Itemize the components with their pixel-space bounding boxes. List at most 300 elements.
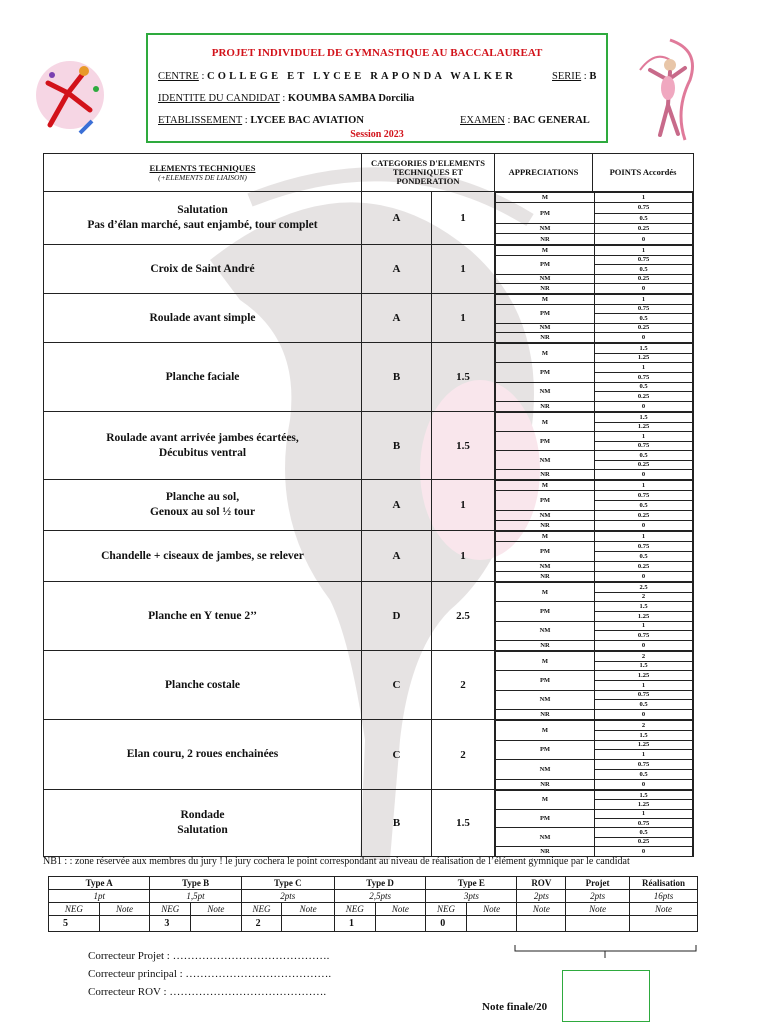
element-name-line: Planche au sol, (165, 491, 240, 503)
element-name-line: Genoux au sol ½ tour (149, 506, 256, 518)
points-option[interactable]: 0 (595, 520, 693, 530)
neg-value: 5 (49, 916, 100, 932)
points-option[interactable]: 0.75 (595, 541, 693, 551)
points-option[interactable]: 1 (595, 432, 693, 442)
category-cell: A (362, 531, 432, 582)
element-name-cell (44, 582, 362, 651)
appreciation-level: M (496, 583, 595, 602)
grading-subtable (495, 651, 693, 719)
ponderation-cell: 1 (432, 245, 495, 294)
ponderation-cell: 2.5 (432, 582, 495, 651)
note-header: Note (466, 903, 517, 916)
grading-cell (495, 192, 694, 245)
appreciation-level: PM (496, 809, 595, 828)
appreciation-level: M (496, 721, 595, 741)
appreciation-level: PM (496, 740, 595, 760)
header-box (146, 33, 608, 143)
correcteur-line: Correcteur ROV : ……………………………………. (88, 986, 327, 998)
appreciation-level: NM (496, 382, 595, 401)
type-points: 1pt (49, 890, 150, 903)
points-option[interactable]: 0.75 (595, 441, 693, 451)
etab-line: ETABLISSEMENT : LYCEE BAC AVIATION (158, 115, 364, 126)
appreciation-level: M (496, 652, 595, 671)
points-option[interactable]: 0.25 (595, 510, 693, 520)
correcteur-line: Correcteur principal : …………………………………. (88, 968, 332, 980)
grading-subtable (495, 192, 693, 244)
element-name-line: Rondade (180, 809, 225, 821)
grade-subrow (496, 333, 693, 343)
etab-value: LYCEE BAC AVIATION (250, 115, 364, 126)
points-option[interactable]: 0.25 (595, 460, 693, 470)
element-row (44, 412, 694, 480)
appreciation-level: NR (496, 571, 595, 581)
points-option[interactable]: 2 (595, 652, 693, 662)
grade-subrow (496, 490, 693, 500)
correcteur-line: Correcteur Projet : ……………………………………. (88, 950, 330, 962)
element-name-line: Salutation (177, 824, 228, 836)
points-option[interactable]: 1 (595, 809, 693, 818)
element-row (44, 531, 694, 582)
grading-subtable (495, 582, 693, 650)
grading-cell (495, 343, 694, 412)
grade-subrow (496, 363, 693, 373)
nb1-note: NB1 : : zone réservée aux membres du jury ! le jury cochera le point correspondant au niveau de réalisation de l’élément gymnique par le candidat (43, 856, 630, 867)
element-name-cell (44, 245, 362, 294)
type-name: Type E (426, 877, 517, 890)
appreciation-level: M (496, 193, 595, 203)
points-option[interactable]: 0 (595, 847, 693, 856)
appreciation-level: M (496, 413, 595, 432)
appreciation-level: NR (496, 520, 595, 530)
points-option[interactable]: 0.25 (595, 561, 693, 571)
points-option[interactable]: 2.5 (595, 583, 693, 593)
grade-subrow (496, 295, 693, 305)
points-option[interactable]: 0 (595, 571, 693, 581)
points-option[interactable]: 1 (595, 532, 693, 542)
points-option[interactable]: 1 (595, 621, 693, 631)
note-input[interactable] (630, 916, 698, 932)
element-name-line: Roulade avant arrivée jambes écartées, (106, 431, 299, 444)
grade-subrow (496, 690, 693, 700)
note-header: Note (282, 903, 335, 916)
element-row (44, 720, 694, 790)
points-option[interactable]: 0.5 (595, 828, 693, 837)
grade-subrow (496, 652, 693, 662)
grade-subrow (496, 255, 693, 265)
points-option[interactable]: 1.25 (595, 740, 693, 750)
note-input[interactable] (466, 916, 517, 932)
points-option[interactable]: 0.75 (595, 203, 693, 213)
grade-subrow (496, 541, 693, 551)
category-cell: A (362, 192, 432, 245)
points-option[interactable]: 1 (595, 363, 693, 373)
appreciation-level: PM (496, 671, 595, 690)
type-name: Type A (49, 877, 150, 890)
type-points: 3pts (426, 890, 517, 903)
grade-subrow (496, 203, 693, 213)
neg-header: NEG (241, 903, 282, 916)
grade-subrow (496, 223, 693, 233)
appreciation-level: NM (496, 223, 595, 233)
ponderation-cell: 2 (432, 651, 495, 720)
grading-subtable (495, 412, 693, 479)
appreciation-level: PM (496, 363, 595, 382)
element-name-cell (44, 480, 362, 531)
points-option[interactable]: 0 (595, 284, 693, 294)
ponderation-cell: 1 (432, 294, 495, 343)
points-option[interactable]: 1 (595, 193, 693, 203)
appreciation-level: NR (496, 333, 595, 343)
grade-subrow (496, 709, 693, 719)
appreciation-level: PM (496, 490, 595, 510)
grade-subrow (496, 791, 693, 800)
points-option[interactable]: 0.5 (595, 451, 693, 461)
notes-table-body (49, 877, 698, 932)
grading-cell (495, 531, 694, 582)
points-option[interactable]: 0.5 (595, 551, 693, 561)
points-option[interactable]: 1.25 (595, 353, 693, 363)
appreciation-level: NM (496, 323, 595, 333)
points-option[interactable]: 0 (595, 640, 693, 650)
grade-subrow (496, 809, 693, 818)
elements-table (43, 153, 694, 857)
category-cell: B (362, 343, 432, 412)
serie-label: SERIE (552, 71, 582, 82)
ponderation-cell: 1.5 (432, 343, 495, 412)
grade-subrow (496, 413, 693, 423)
grade-subrow (496, 323, 693, 333)
identite-label: IDENTITE DU CANDIDAT (158, 93, 280, 104)
grading-cell (495, 412, 694, 480)
appreciation-level: M (496, 246, 595, 256)
note-header: Note (99, 903, 150, 916)
appreciation-level: PM (496, 432, 595, 451)
points-option[interactable]: 0.75 (595, 819, 693, 828)
examen-value: BAC GENERAL (513, 115, 590, 126)
points-option[interactable]: 0.25 (595, 392, 693, 402)
grade-subrow (496, 520, 693, 530)
appreciation-level: NM (496, 828, 595, 847)
grade-subrow (496, 847, 693, 856)
category-cell: B (362, 790, 432, 857)
grade-subrow (496, 561, 693, 571)
type-points: 1,5pt (150, 890, 241, 903)
gymnast-logo-left (30, 55, 110, 145)
extra-name: ROV (517, 877, 566, 890)
points-option[interactable]: 0 (595, 470, 693, 480)
ponderation-cell: 1 (432, 531, 495, 582)
extra-points: 2pts (517, 890, 566, 903)
notes-label-row (49, 903, 698, 916)
appreciation-level: NR (496, 470, 595, 480)
table-header-row (44, 154, 694, 192)
notes-type-row (49, 877, 698, 890)
points-option[interactable]: 0.25 (595, 323, 693, 333)
points-option[interactable]: 0 (595, 234, 693, 244)
grade-subrow (496, 532, 693, 542)
element-name-cell (44, 294, 362, 343)
appreciation-level: M (496, 344, 595, 363)
element-name-cell (44, 651, 362, 720)
neg-value: 0 (426, 916, 467, 932)
centre-value: COLLEGE ET LYCEE RAPONDA WALKER (207, 71, 517, 82)
category-cell: D (362, 582, 432, 651)
points-option[interactable]: 0 (595, 401, 693, 411)
points-option[interactable]: 1.25 (595, 800, 693, 809)
element-row (44, 245, 694, 294)
note-input[interactable] (99, 916, 150, 932)
note-input[interactable] (190, 916, 241, 932)
grading-subtable (495, 343, 693, 411)
element-name-line: Salutation (177, 204, 228, 216)
header-elements (44, 154, 362, 192)
grade-subrow (496, 779, 693, 789)
centre-line: CENTRE : COLLEGE ET LYCEE RAPONDA WALKER (158, 71, 517, 82)
element-name-line: Roulade avant simple (149, 311, 256, 324)
extra-points: 2pts (566, 890, 630, 903)
grading-cell (495, 480, 694, 531)
grade-subrow (496, 671, 693, 681)
appreciation-level: M (496, 791, 595, 810)
extra-name: Réalisation (630, 877, 698, 890)
grade-subrow (496, 760, 693, 770)
grade-subrow (496, 432, 693, 442)
appreciation-level: PM (496, 255, 595, 274)
element-name-line: Elan couru, 2 roues enchainées (126, 748, 279, 760)
category-cell: C (362, 651, 432, 720)
type-name: Type B (150, 877, 241, 890)
points-option[interactable]: 1.5 (595, 730, 693, 740)
header-appreciations: APPRECIATIONS (495, 154, 593, 192)
element-name-line: Décubitus ventral (158, 446, 247, 459)
grading-cell (495, 245, 694, 294)
note-input[interactable] (282, 916, 335, 932)
appreciation-level: NR (496, 234, 595, 244)
element-name-line: Chandelle + ciseaux de jambes, se relever (101, 549, 304, 562)
element-row (44, 294, 694, 343)
category-cell: B (362, 412, 432, 480)
neg-value: 1 (334, 916, 375, 932)
points-option[interactable]: 0.75 (595, 372, 693, 382)
identite-line: IDENTITE DU CANDIDAT : KOUMBA SAMBA Dorcilia (158, 93, 415, 104)
points-option[interactable]: 0 (595, 779, 693, 789)
header-elements-label: ELEMENTS TECHNIQUES (149, 162, 256, 173)
serie-line: SERIE : B (552, 71, 597, 82)
identite-value: KOUMBA SAMBA Dorcilia (287, 93, 415, 104)
grade-subrow (496, 571, 693, 581)
note-input[interactable] (375, 916, 426, 932)
points-option[interactable]: 1 (595, 246, 693, 256)
grade-subrow (496, 640, 693, 650)
element-name-line: Croix de Saint André (150, 262, 255, 275)
element-name-line: Planche en Y tenue 2’’ (148, 609, 257, 622)
neg-value: 3 (150, 916, 191, 932)
points-option[interactable]: 1.5 (595, 413, 693, 423)
points-option[interactable]: 0.5 (595, 213, 693, 223)
grading-cell (495, 790, 694, 857)
category-cell: C (362, 720, 432, 790)
points-option[interactable]: 1 (595, 481, 693, 491)
category-cell: A (362, 480, 432, 531)
points-option[interactable]: 0.5 (595, 382, 693, 392)
appreciation-level: PM (496, 541, 595, 561)
element-name-cell (44, 720, 362, 790)
appreciation-level: NR (496, 401, 595, 411)
grade-subrow (496, 510, 693, 520)
points-option[interactable]: 0 (595, 709, 693, 719)
grade-subrow (496, 401, 693, 411)
notes-pts-row (49, 890, 698, 903)
element-row (44, 192, 694, 245)
points-option[interactable]: 0.25 (595, 837, 693, 846)
appreciation-level: NM (496, 690, 595, 709)
note-header: Note (375, 903, 426, 916)
points-option[interactable]: 0.5 (595, 700, 693, 710)
appreciation-level: NR (496, 779, 595, 789)
type-name: Type D (334, 877, 425, 890)
element-name-cell (44, 412, 362, 480)
points-option[interactable]: 1.5 (595, 602, 693, 612)
appreciation-level: PM (496, 304, 595, 323)
points-option[interactable]: 0.75 (595, 760, 693, 770)
points-option[interactable]: 0.75 (595, 690, 693, 700)
points-option[interactable]: 1.5 (595, 344, 693, 354)
grade-subrow (496, 621, 693, 631)
element-row (44, 582, 694, 651)
appreciation-level: NM (496, 510, 595, 520)
points-option[interactable]: 2 (595, 592, 693, 602)
grading-subtable (495, 245, 693, 293)
appreciation-level: NR (496, 709, 595, 719)
points-option[interactable]: 0.75 (595, 255, 693, 265)
neg-header: NEG (334, 903, 375, 916)
points-option[interactable]: 1 (595, 680, 693, 690)
points-option[interactable]: 0.75 (595, 631, 693, 641)
ribbon-gymnast-logo-right (630, 30, 710, 150)
grading-cell (495, 720, 694, 790)
grade-subrow (496, 721, 693, 731)
grade-subrow (496, 740, 693, 750)
grading-cell (495, 582, 694, 651)
element-name-cell (44, 192, 362, 245)
extra-name: Projet (566, 877, 630, 890)
final-grade-box[interactable] (562, 970, 650, 1022)
category-cell: A (362, 245, 432, 294)
points-option[interactable]: 0.25 (595, 274, 693, 284)
points-option[interactable]: 1.5 (595, 661, 693, 671)
grade-subrow (496, 344, 693, 354)
appreciation-level: PM (496, 602, 595, 621)
grading-subtable (495, 531, 693, 581)
appreciation-level: M (496, 295, 595, 305)
appreciation-level: M (496, 532, 595, 542)
ponderation-cell: 1.5 (432, 412, 495, 480)
extra-points: 16pts (630, 890, 698, 903)
element-name-line: Pas d’élan marché, saut enjambé, tour complet (87, 219, 318, 231)
points-option[interactable]: 1.5 (595, 791, 693, 800)
appreciation-level: PM (496, 203, 595, 224)
points-option[interactable]: 1.25 (595, 611, 693, 621)
ponderation-cell: 2 (432, 720, 495, 790)
points-option[interactable]: 1 (595, 295, 693, 305)
grade-subrow (496, 602, 693, 612)
element-name-line: Planche faciale (165, 370, 240, 383)
grading-subtable (495, 294, 693, 342)
points-option[interactable]: 0.5 (595, 265, 693, 275)
notes-table (48, 876, 698, 932)
grade-subrow (496, 274, 693, 284)
category-cell: A (362, 294, 432, 343)
points-option[interactable]: 0.75 (595, 304, 693, 314)
points-option[interactable]: 1 (595, 750, 693, 760)
centre-label: CENTRE (158, 71, 199, 82)
appreciation-level: NM (496, 561, 595, 571)
grading-subtable (495, 480, 693, 530)
bracket-brace (514, 945, 697, 959)
points-option[interactable]: 2 (595, 721, 693, 731)
note-input[interactable] (566, 916, 630, 932)
grade-subrow (496, 193, 693, 203)
points-option[interactable]: 0.25 (595, 223, 693, 233)
points-option[interactable]: 1.25 (595, 671, 693, 681)
neg-header: NEG (150, 903, 191, 916)
header-elements-sub: (+ELEMENTS DE LIAISON) (158, 172, 247, 182)
ponderation-cell: 1 (432, 480, 495, 531)
element-row (44, 343, 694, 412)
points-option[interactable]: 1.25 (595, 422, 693, 432)
element-row (44, 480, 694, 531)
ponderation-cell: 1.5 (432, 790, 495, 857)
appreciation-level: NR (496, 847, 595, 856)
appreciation-level: NR (496, 284, 595, 294)
appreciation-level: NR (496, 640, 595, 650)
points-option[interactable]: 0.5 (595, 500, 693, 510)
notes-value-row (49, 916, 698, 932)
points-option[interactable]: 0.5 (595, 314, 693, 324)
grade-subrow (496, 304, 693, 314)
element-name-line: Planche costale (164, 678, 241, 691)
note-input[interactable] (517, 916, 566, 932)
note-header: Note (517, 903, 566, 916)
appreciation-level: NM (496, 760, 595, 780)
points-option[interactable]: 0 (595, 333, 693, 343)
type-points: 2pts (241, 890, 334, 903)
type-points: 2,5pts (334, 890, 425, 903)
header-categories: CATEGORIES D'ELEMENTS TECHNIQUES ET PONDERATION (362, 154, 495, 192)
grading-subtable (495, 720, 693, 789)
grading-subtable (495, 790, 693, 856)
note-header: Note (190, 903, 241, 916)
type-name: Type C (241, 877, 334, 890)
document-title: PROJET INDIVIDUEL DE GYMNASTIQUE AU BACCALAUREAT (211, 47, 543, 59)
grade-subrow (496, 382, 693, 392)
element-name-cell (44, 531, 362, 582)
note-header: Note (566, 903, 630, 916)
appreciation-level: NM (496, 274, 595, 284)
final-grade-label: Note finale/20 (482, 1001, 548, 1013)
grade-subrow (496, 246, 693, 256)
element-name-cell (44, 343, 362, 412)
header-points: POINTS Accordés (593, 154, 694, 192)
points-option[interactable]: 0.5 (595, 769, 693, 779)
grading-cell (495, 294, 694, 343)
grade-subrow (496, 828, 693, 837)
element-row (44, 651, 694, 720)
serie-value: B (589, 71, 597, 82)
appreciation-level: NM (496, 451, 595, 470)
points-option[interactable]: 0.75 (595, 490, 693, 500)
grading-cell (495, 651, 694, 720)
